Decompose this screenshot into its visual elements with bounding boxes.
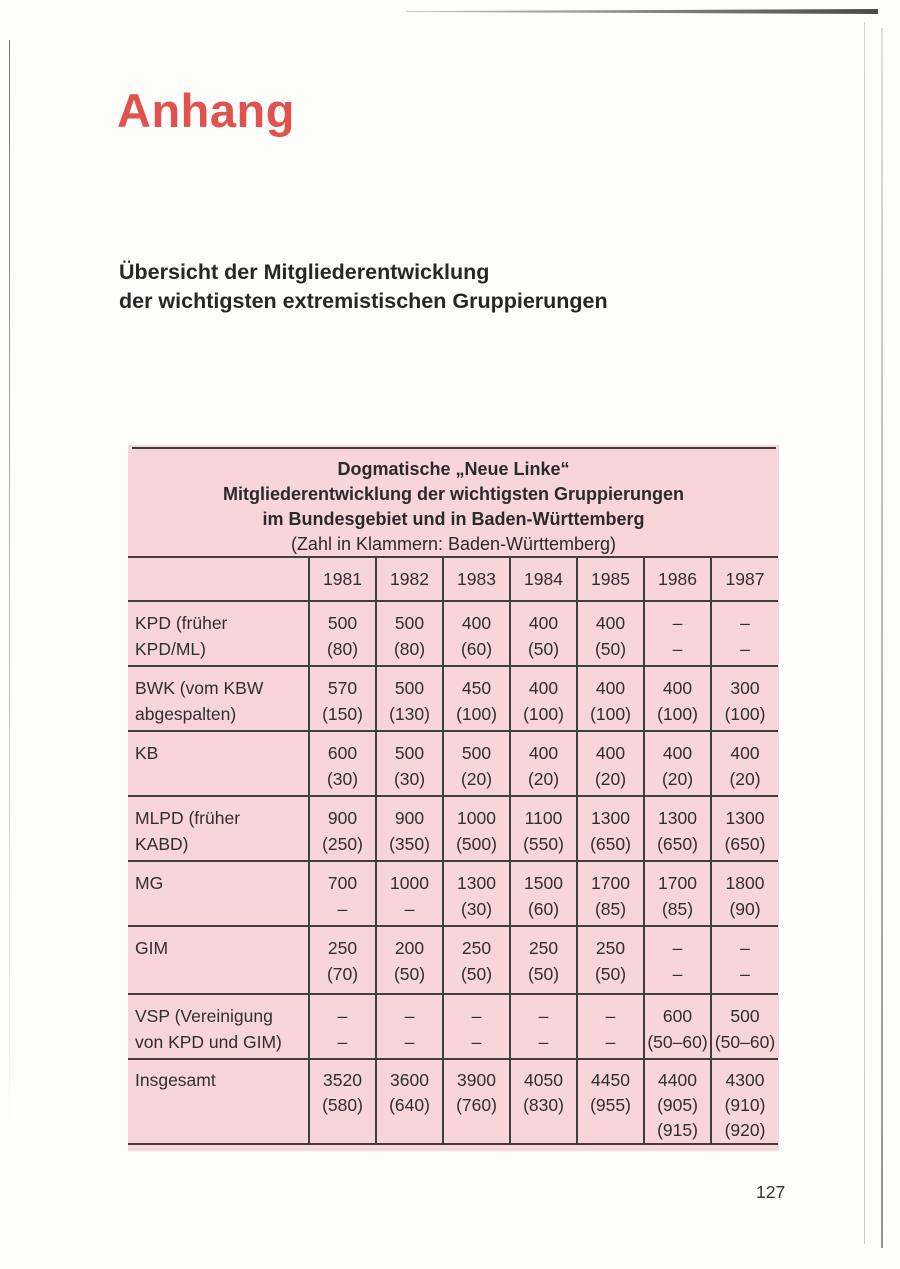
value-cell: [510, 926, 577, 994]
value-cell: [510, 731, 577, 796]
table-row: [128, 601, 778, 666]
value-line: (50): [527, 639, 560, 659]
value-line: (910): [724, 1095, 766, 1115]
value-line: 1000: [390, 873, 429, 893]
value-line: (955): [590, 1095, 631, 1115]
value-cell: [376, 1059, 443, 1144]
value-line: (30): [326, 769, 359, 789]
value-cell: [577, 601, 644, 666]
value-line: (50): [594, 639, 627, 659]
row-label-line: von KPD und GIM): [135, 1032, 282, 1052]
table-title-line: (Zahl in Klammern: Baden-Württemberg): [290, 534, 617, 554]
value-line: –: [740, 964, 750, 984]
value-line: 4400: [658, 1070, 697, 1090]
row-label: [128, 861, 309, 926]
value-cell: [644, 926, 711, 994]
value-line: –: [337, 1032, 348, 1052]
value-line: 500: [730, 1006, 760, 1026]
row-label: [128, 994, 309, 1059]
value-line: 600: [662, 1006, 693, 1026]
row-label-line: abgespalten): [135, 704, 237, 724]
value-line: 600: [327, 743, 358, 763]
table-row: [128, 861, 778, 926]
value-line: 1500: [524, 873, 563, 893]
value-line: (30): [393, 769, 426, 789]
value-cell: [443, 666, 510, 731]
value-cell: [577, 994, 644, 1059]
value-line: (85): [594, 899, 627, 919]
table-title-line: Dogmatische „Neue Linke“: [337, 459, 570, 479]
value-line: 3520: [323, 1070, 362, 1090]
value-line: 1800: [725, 873, 765, 893]
value-line: 1300: [725, 808, 765, 828]
value-line: 1300: [457, 873, 496, 893]
value-line: 900: [327, 808, 358, 828]
value-line: 400: [461, 613, 492, 633]
table-title-line: Mitgliederentwicklung der wichtigsten Gruppierungen: [222, 484, 685, 504]
value-line: –: [740, 639, 750, 659]
row-label-line: KB: [135, 743, 159, 763]
value-line: (130): [389, 704, 430, 724]
year-header: 1982: [376, 557, 443, 601]
value-line: 400: [730, 743, 760, 763]
value-line: (20): [729, 769, 761, 789]
value-line: (60): [527, 899, 560, 919]
value-cell: [711, 796, 778, 861]
corner-cell: [128, 557, 309, 601]
value-line: (920): [724, 1120, 766, 1140]
value-line: 1700: [591, 873, 630, 893]
value-line: –: [538, 1006, 549, 1026]
value-cell: [443, 926, 510, 994]
value-cell: [711, 1059, 778, 1144]
value-cell: [443, 1059, 510, 1144]
value-cell: [644, 796, 711, 861]
value-line: 700: [327, 873, 358, 893]
value-line: 500: [394, 743, 425, 763]
value-line: (100): [456, 704, 497, 724]
table-row: [128, 666, 778, 731]
value-line: –: [337, 899, 348, 919]
value-cell: [443, 731, 510, 796]
row-label-line: Insgesamt: [135, 1070, 216, 1090]
value-line: (50): [527, 964, 560, 984]
table-row: [128, 796, 778, 861]
value-line: (60): [460, 639, 493, 659]
value-line: (650): [657, 834, 698, 854]
subtitle-line-1: Übersicht der Mitgliederentwicklung: [119, 260, 490, 284]
value-line: (550): [523, 834, 564, 854]
table-header: [128, 557, 778, 601]
value-line: 500: [461, 743, 492, 763]
value-line: (90): [729, 899, 761, 919]
value-line: 900: [394, 808, 425, 828]
value-cell: [644, 1059, 711, 1144]
value-cell: [443, 994, 510, 1059]
value-line: –: [337, 1006, 348, 1026]
value-line: (760): [456, 1095, 497, 1115]
value-cell: [376, 731, 443, 796]
value-line: (50): [594, 964, 627, 984]
scan-edge-left-line: [9, 40, 10, 1135]
value-line: 400: [528, 743, 559, 763]
value-line: 450: [461, 678, 492, 698]
value-line: (50): [393, 964, 426, 984]
value-line: (650): [724, 834, 766, 854]
value-line: (100): [590, 704, 631, 724]
value-cell: [711, 994, 778, 1059]
row-label: [128, 796, 309, 861]
value-line: 1100: [524, 808, 563, 828]
value-line: (640): [389, 1095, 430, 1115]
value-cell: [711, 666, 778, 731]
value-line: 200: [394, 938, 425, 958]
value-line: (100): [724, 704, 766, 724]
value-line: (80): [393, 639, 426, 659]
value-line: 250: [595, 938, 626, 958]
value-line: (50–60): [647, 1032, 708, 1052]
value-cell: [309, 1059, 376, 1144]
table-row: [128, 1059, 778, 1144]
value-cell: [577, 861, 644, 926]
value-line: (650): [590, 834, 631, 854]
year-header: 1986: [644, 557, 711, 601]
value-line: 400: [528, 678, 559, 698]
value-line: 250: [461, 938, 492, 958]
value-cell: [510, 994, 577, 1059]
value-line: 400: [595, 743, 626, 763]
table-row: [128, 926, 778, 994]
value-line: (80): [326, 639, 359, 659]
value-line: –: [471, 1006, 482, 1026]
row-label-line: KPD/ML): [135, 639, 206, 659]
value-line: –: [404, 1006, 415, 1026]
value-line: (70): [326, 964, 359, 984]
value-cell: [309, 601, 376, 666]
value-line: 4050: [524, 1070, 563, 1090]
value-cell: [577, 731, 644, 796]
value-cell: [510, 796, 577, 861]
value-cell: [711, 926, 778, 994]
page-number: 127: [756, 1182, 786, 1202]
year-header: 1983: [443, 557, 510, 601]
year-header: 1984: [510, 557, 577, 601]
value-line: (150): [322, 704, 363, 724]
value-line: –: [740, 613, 750, 633]
value-line: (85): [661, 899, 694, 919]
scan-edge-top-line: [406, 9, 878, 14]
scan-edge-right-line-2: [881, 28, 883, 1248]
value-line: 1300: [658, 808, 697, 828]
row-label-line: KPD (früher: [135, 613, 228, 633]
value-cell: [644, 861, 711, 926]
row-label-line: GIM: [135, 938, 169, 958]
value-line: (830): [523, 1095, 564, 1115]
value-line: –: [538, 1032, 549, 1052]
value-cell: [510, 666, 577, 731]
value-line: –: [605, 1032, 616, 1052]
row-label-line: BWK (vom KBW: [135, 678, 264, 698]
value-cell: [577, 1059, 644, 1144]
value-line: 400: [595, 678, 626, 698]
page-title: Anhang: [117, 84, 295, 137]
value-cell: [510, 861, 577, 926]
value-cell: [711, 731, 778, 796]
value-line: 1000: [457, 808, 496, 828]
table-row: [128, 731, 778, 796]
value-cell: [510, 601, 577, 666]
value-line: 250: [327, 938, 358, 958]
row-label-line: KABD): [135, 834, 189, 854]
row-label-line: VSP (Vereinigung: [135, 1006, 273, 1026]
value-cell: [711, 601, 778, 666]
value-cell: [376, 796, 443, 861]
value-line: (20): [594, 769, 627, 789]
value-line: 500: [327, 613, 358, 633]
year-header: 1981: [309, 557, 376, 601]
value-line: (30): [460, 899, 493, 919]
year-header-row: [128, 557, 778, 601]
value-cell: [577, 796, 644, 861]
value-line: (350): [389, 834, 430, 854]
value-cell: [376, 926, 443, 994]
value-line: 570: [327, 678, 358, 698]
value-line: –: [404, 1032, 415, 1052]
value-cell: [443, 861, 510, 926]
table-title: [128, 457, 779, 557]
value-line: (905): [657, 1095, 698, 1115]
row-label-line: MG: [135, 873, 164, 893]
value-line: –: [672, 938, 683, 958]
value-cell: [443, 601, 510, 666]
section-subtitle: [119, 258, 608, 315]
value-line: 1300: [591, 808, 630, 828]
value-line: (100): [523, 704, 564, 724]
value-line: 400: [662, 678, 693, 698]
value-cell: [376, 601, 443, 666]
value-cell: [577, 926, 644, 994]
membership-table: [128, 556, 778, 1145]
row-label: [128, 601, 309, 666]
value-line: 400: [595, 613, 626, 633]
value-line: (20): [661, 769, 694, 789]
value-cell: [510, 1059, 577, 1144]
value-cell: [309, 796, 376, 861]
value-line: (500): [456, 834, 497, 854]
value-cell: [711, 861, 778, 926]
value-cell: [309, 861, 376, 926]
value-line: –: [605, 1006, 616, 1026]
value-line: 4450: [591, 1070, 630, 1090]
value-line: 4300: [725, 1070, 765, 1090]
row-label: [128, 1059, 309, 1144]
value-line: –: [672, 613, 683, 633]
value-line: –: [672, 639, 683, 659]
value-cell: [644, 994, 711, 1059]
year-header: 1987: [711, 557, 778, 601]
value-line: 400: [528, 613, 559, 633]
value-line: (20): [460, 769, 493, 789]
row-label: [128, 731, 309, 796]
value-line: 300: [730, 678, 760, 698]
value-line: (915): [657, 1120, 698, 1140]
value-cell: [644, 601, 711, 666]
value-line: 250: [528, 938, 559, 958]
value-line: (50–60): [714, 1032, 776, 1052]
value-line: 1700: [658, 873, 697, 893]
year-header: 1985: [577, 557, 644, 601]
table-row: [128, 994, 778, 1059]
value-cell: [644, 666, 711, 731]
value-line: 3600: [390, 1070, 429, 1090]
value-line: (20): [527, 769, 560, 789]
value-cell: [309, 994, 376, 1059]
panel-top-rule: [132, 447, 776, 449]
value-cell: [443, 796, 510, 861]
value-cell: [309, 926, 376, 994]
row-label: [128, 666, 309, 731]
value-cell: [309, 666, 376, 731]
value-line: (100): [657, 704, 698, 724]
value-cell: [309, 731, 376, 796]
value-line: 3900: [457, 1070, 496, 1090]
row-label-line: MLPD (früher: [135, 808, 241, 828]
value-cell: [376, 666, 443, 731]
value-line: –: [404, 899, 415, 919]
value-line: (580): [322, 1095, 363, 1115]
value-line: –: [740, 938, 750, 958]
table-title-line: im Bundesgebiet und in Baden-Württemberg: [262, 509, 645, 529]
value-cell: [644, 731, 711, 796]
value-cell: [577, 666, 644, 731]
value-line: 500: [394, 678, 425, 698]
value-cell: [376, 994, 443, 1059]
scan-edge-right-line: [864, 22, 865, 1244]
value-line: (250): [322, 834, 363, 854]
row-label: [128, 926, 309, 994]
table-body: [128, 601, 778, 1144]
value-line: (50): [460, 964, 493, 984]
value-line: 400: [662, 743, 693, 763]
value-line: –: [471, 1032, 482, 1052]
subtitle-line-2: der wichtigsten extremistischen Gruppierungen: [119, 288, 608, 313]
value-cell: [376, 861, 443, 926]
value-line: –: [672, 964, 683, 984]
membership-table-panel: [128, 445, 779, 1151]
value-line: 500: [394, 613, 425, 633]
